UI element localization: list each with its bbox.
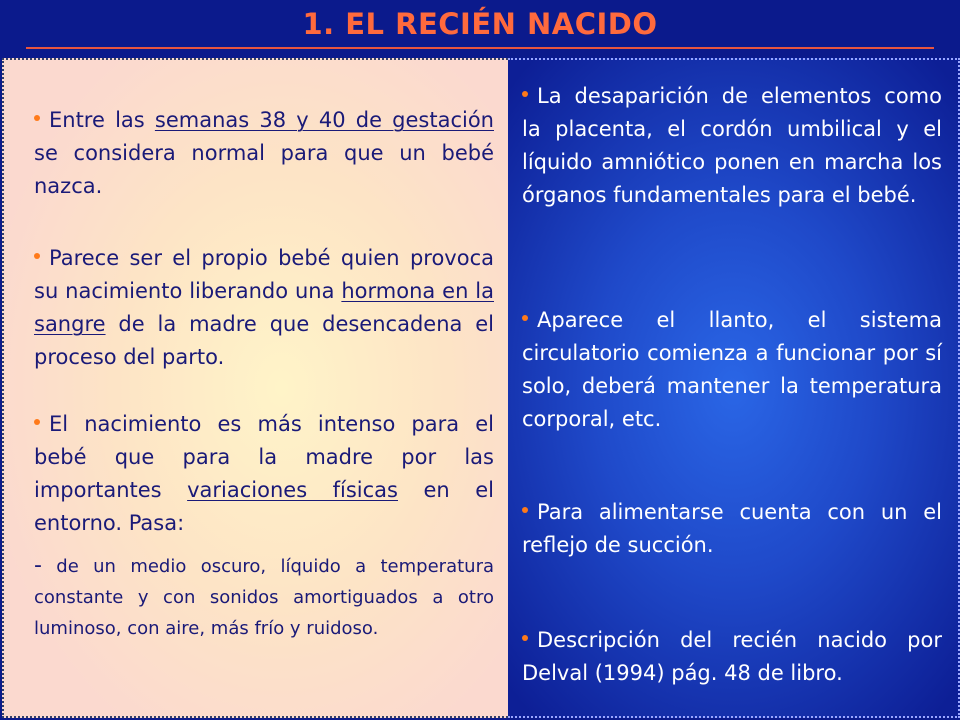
left-bullet-2 <box>34 242 494 374</box>
right-bullet-1 <box>522 80 942 212</box>
text: en el entorno. Pasa: <box>34 478 494 535</box>
text: Descripción del recién nacido por Delval (1994) pág. 48 de libro. <box>522 628 942 685</box>
right-bullet-2 <box>522 304 942 436</box>
text: Para alimentarse cuenta con un el reflejo de succión. <box>522 500 942 557</box>
dash-marker: - <box>34 553 42 578</box>
text: Parece ser el propio bebé quien provoca su nacimiento liberando una <box>34 246 494 303</box>
bullet-icon <box>522 315 528 321</box>
left-panel <box>2 58 508 718</box>
left-bullet-1 <box>34 104 494 203</box>
left-sub-item <box>34 550 494 644</box>
right-bullet-3 <box>522 496 942 562</box>
underlined-text: hormona en la sangre <box>34 279 494 336</box>
text: se considera normal para que un bebé nazca. <box>34 141 494 198</box>
right-bullet-4 <box>522 624 942 690</box>
text: La desaparición de elementos como la placenta, el cordón umbilical y el líquido amniótico ponen en marcha los órganos fundamentales para el bebé. <box>522 84 942 207</box>
underlined-text: variaciones físicas <box>187 478 398 502</box>
left-bullet-3 <box>34 408 494 540</box>
slide-title: 1. EL RECIÉN NACIDO <box>302 7 658 41</box>
bullet-icon <box>34 253 40 259</box>
title-divider <box>26 47 934 49</box>
text: de la madre que desencadena el proceso del parto. <box>34 312 494 369</box>
text: Aparece el llanto, el sistema circulatorio comienza a funcionar por sí solo, deberá mantener la temperatura corporal, etc. <box>522 308 942 431</box>
underlined-text: semanas 38 y 40 de gestación <box>154 108 494 132</box>
right-panel <box>508 58 960 718</box>
bullet-icon <box>522 91 528 97</box>
bullet-icon <box>34 115 40 121</box>
text: El nacimiento es más intenso para el bebé que para la madre por las importantes <box>34 412 494 502</box>
bullet-icon <box>34 419 40 425</box>
text: de un medio oscuro, líquido a temperatura constante y con sonidos amortiguados a otro luminoso, con aire, más frío y ruidoso. <box>34 556 494 639</box>
bullet-icon <box>522 635 528 641</box>
text: Entre las <box>49 108 155 132</box>
bullet-icon <box>522 507 528 513</box>
